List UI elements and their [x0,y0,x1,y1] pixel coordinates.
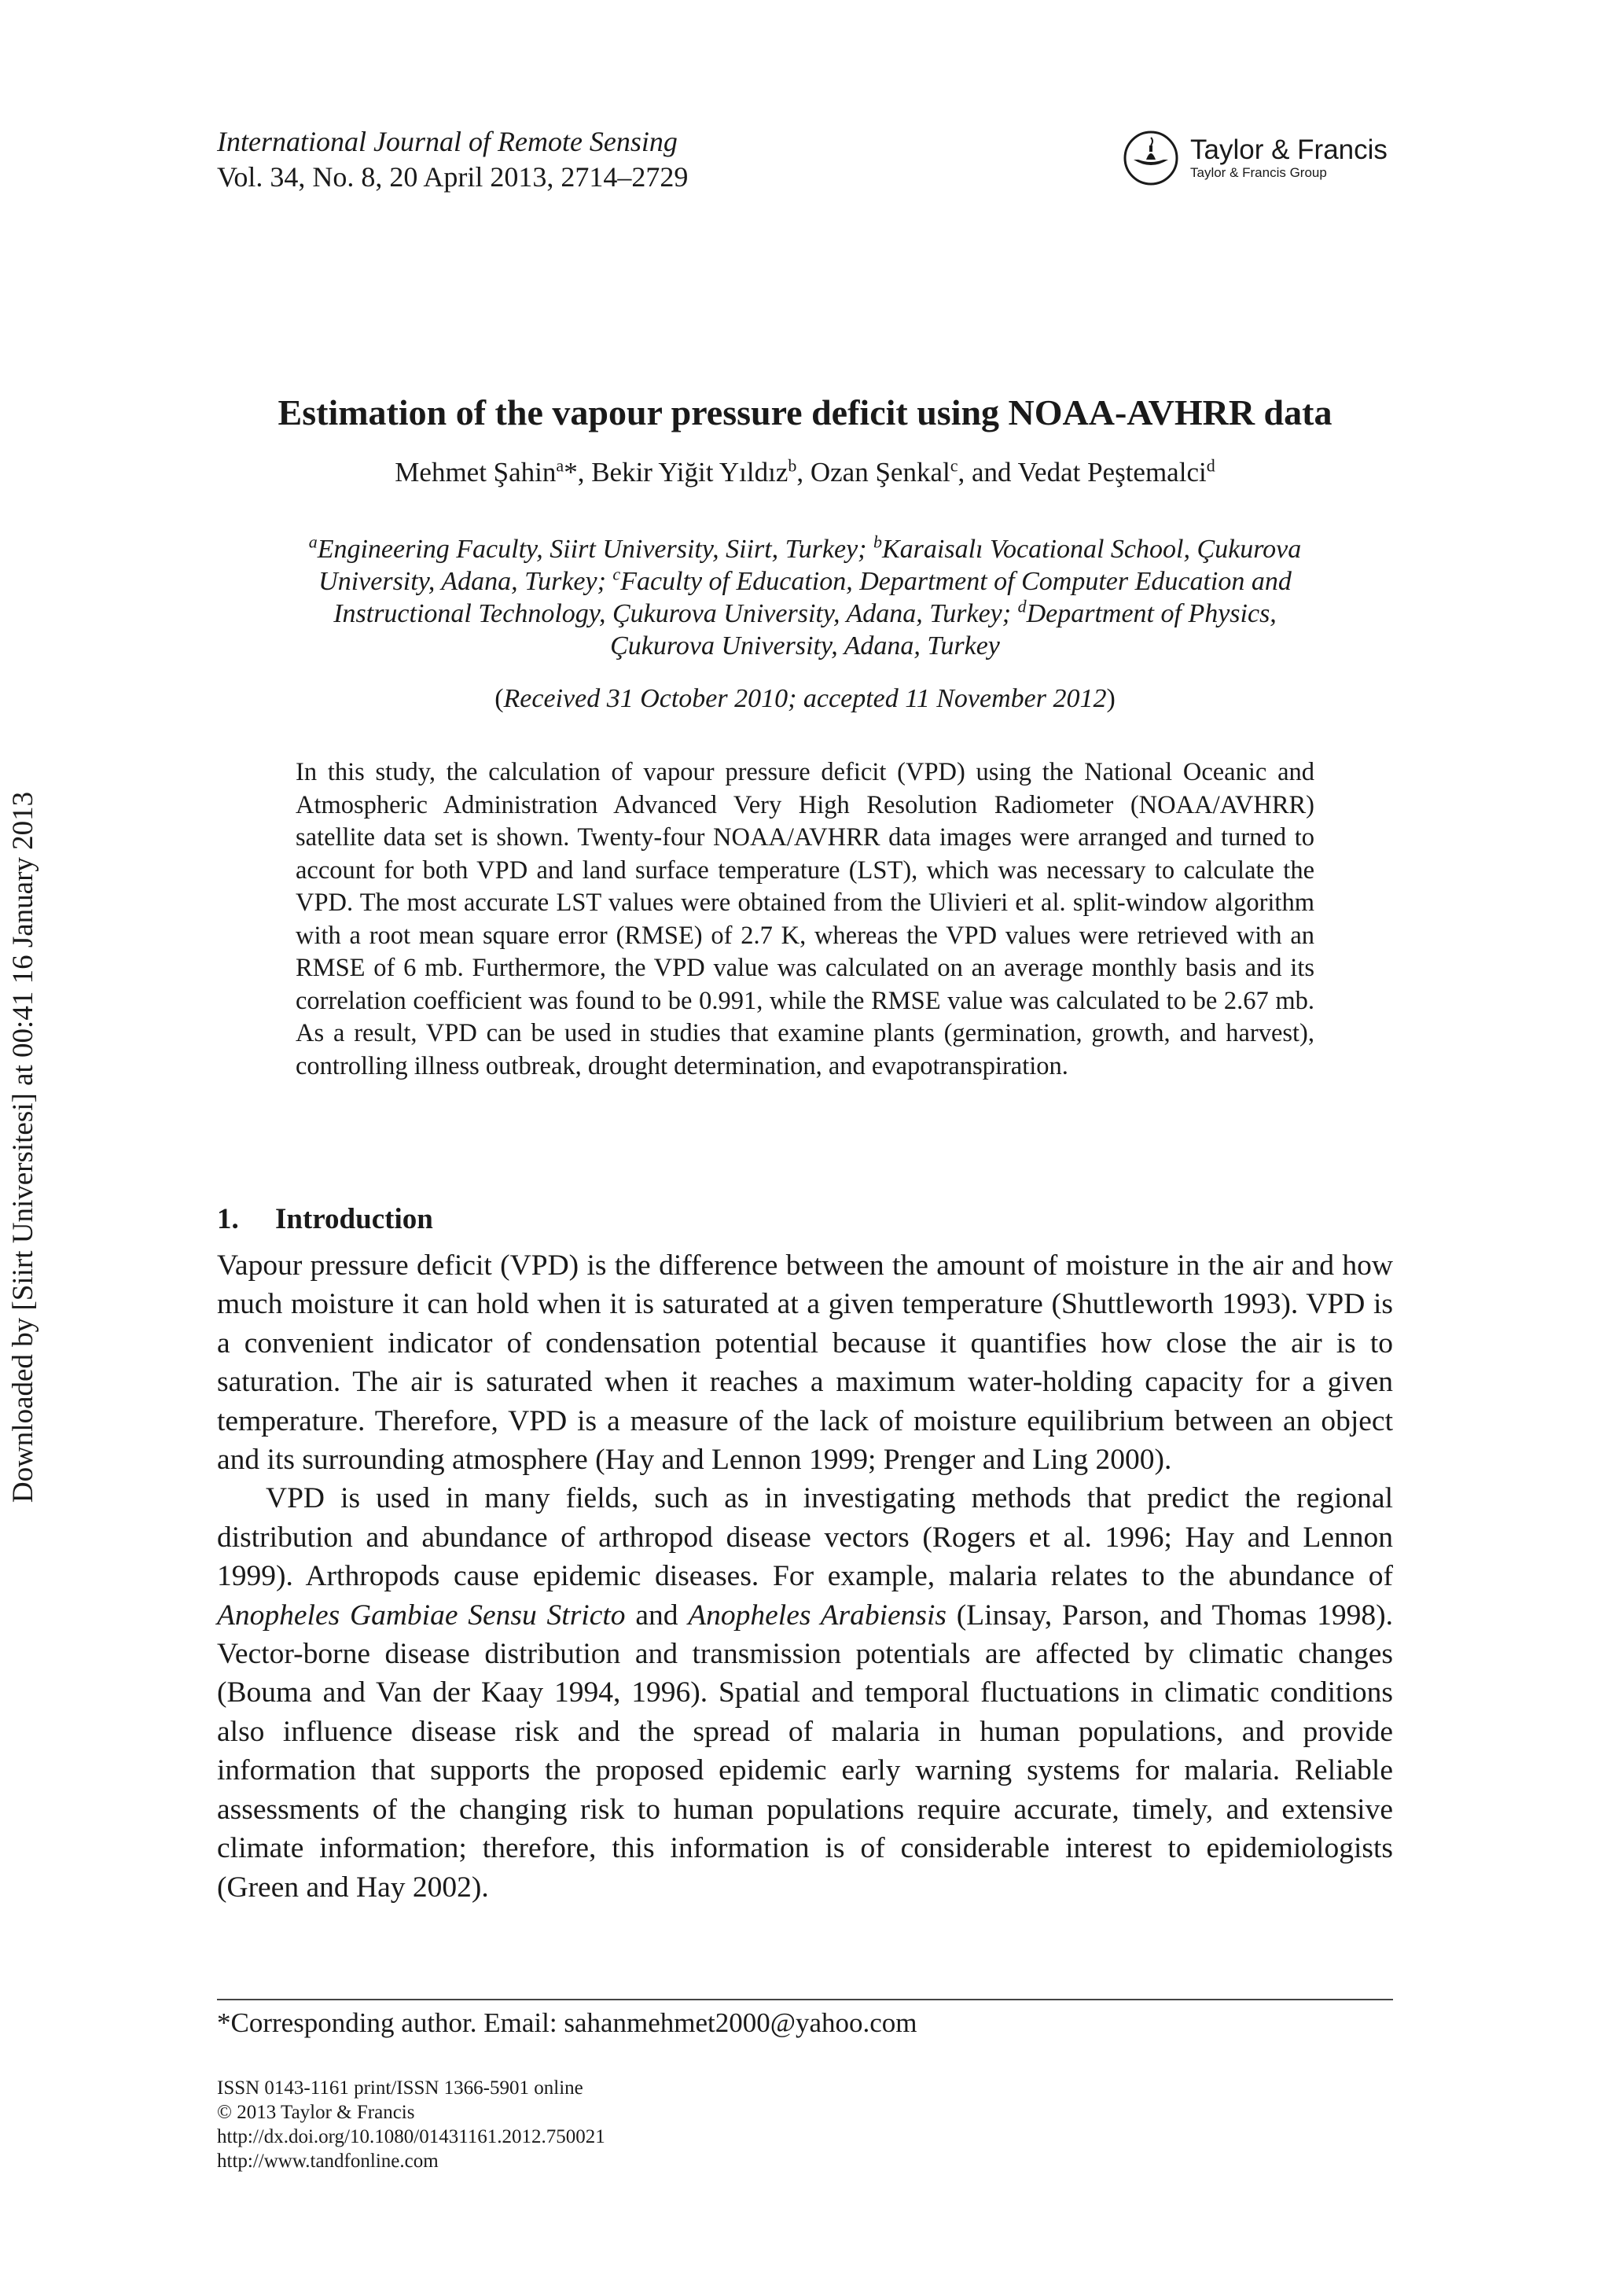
author-name: Bekir Yiğit Yıldız [591,457,788,488]
affiliation-text: University, Adana, Turkey; [318,567,613,596]
doi-link[interactable]: http://dx.doi.org/10.1080/01431161.2012.750021 [217,2126,605,2147]
section-number: 1. [217,1203,239,1235]
received-text: Received 31 October 2010; accepted 11 November 2012 [503,684,1107,713]
affiliation-text: Department of Physics, [1026,599,1277,628]
publisher-group: Taylor & Francis Group [1190,165,1327,180]
taylor-francis-lamp-logo-icon [1123,130,1179,186]
journal-name: International Journal of Remote Sensing [217,126,678,157]
author-list [217,454,1393,491]
publisher-name: Taylor & Francis [1190,134,1388,165]
copyright-line: © 2013 Taylor & Francis [217,2102,415,2123]
affiliation-line: Çukurova University, Adana, Turkey [610,631,1000,660]
author-name: Mehmet Şahin [395,457,557,488]
affiliation-mark: a [308,532,318,552]
paragraph: Vapour pressure deficit (VPD) is the difference between the amount of moisture in the air and how much moisture it can hold when it is saturated at a given temperature (Shuttleworth 1993). VPD is a convenient indicator of condensation potential because it quantifies how close the air is to saturation. The air is saturated when it reaches a maximum water-holding capacity for a given temperature. Therefore, VPD is a measure of the lack of moisture equilibrium between an object and its surrounding atmosphere (Hay and Lennon 1999; Prenger and Ling 2000). [217,1249,1393,1477]
paragraph-text: (Linsay, Parson, and Thomas 1998). Vector-borne disease distribution and transmission potentials are affected by climatic changes (Bouma and Van der Kaay 1994, 1996). Spatial and temporal fluctuations in climatic conditions also influence disease risk and the spread of malaria in human populations, and provide information that supports the proposed epidemic early warning systems for malaria. Reliable assessments of the changing risk to human populations require accurate, timely, and extensive climate information; therefore, this information is of considerable interest to epidemiologists (Green and Hay 2002). [217,1599,1393,1904]
affiliation-text: Faculty of Education, Department of Computer Education and [620,567,1292,596]
author-affiliation-mark: a [556,455,564,476]
publisher-logo [1123,130,1388,186]
author-name: Vedat Peştemalci [1017,457,1207,488]
author-affiliation-mark: b [788,455,797,476]
footnote-divider [217,1999,1393,2000]
received-open-paren: ( [494,684,504,713]
affiliation-text: Instructional Technology, Çukurova University, Adana, Turkey; [333,599,1018,628]
paragraph-text: and [625,1599,689,1632]
received-dates [217,682,1393,716]
affiliation-mark: b [873,532,882,552]
affiliation-mark: d [1017,596,1027,616]
body-text [217,1246,1393,1907]
author-separator: , and [958,457,1018,488]
article-title: Estimation of the vapour pressure deficit using NOAA-AVHRR data [278,392,1332,432]
species-name: Anopheles Arabiensis [688,1599,947,1632]
abstract: In this study, the calculation of vapour pressure deficit (VPD) using the National Oceanic and Atmospheric Administration Advanced Very High Resolution Radiometer (NOAA/AVHRR) satellite data set is shown. Twenty-four NOAA/AVHRR data images were arranged and turned to account for both VPD and land surface temperature (LST), which was necessary to calculate the VPD. The most accurate LST values were obtained from the Ulivieri et al. split-window algorithm with a root mean square error (RMSE) of 2.7 K, whereas the VPD values were retrieved with an RMSE of 6 mb. Furthermore, the VPD value was calculated on an average monthly basis and its correlation coefficient was found to be 0.991, while the RMSE value was calculated to be 2.67 mb. As a result, VPD can be used in studies that examine plants (germination, growth, and harvest), controlling illness outbreak, drought determination, and evapotranspiration. [296,758,1314,1080]
section-title: Introduction [275,1203,433,1235]
received-close-paren: ) [1106,684,1116,713]
corresponding-author-footnote: *Corresponding author. Email: sahanmehmet2000@yahoo.com [217,2007,917,2038]
author-name: Ozan Şenkal [810,457,950,488]
download-watermark [6,754,41,1540]
paragraph [217,1479,1393,1906]
affiliation-line [236,533,1374,565]
journal-issue: Vol. 34, No. 8, 20 April 2013, 2714–2729 [217,161,689,193]
author-separator: , [796,457,811,488]
section-heading [217,1201,433,1238]
download-watermark-text: Downloaded by [Siirt Universitesi] at 00:41 16 January 2013 [7,791,39,1503]
journal-header [217,124,688,195]
author-affiliation-mark: d [1206,455,1215,476]
affiliation-line [236,598,1374,630]
affiliation-line [236,565,1374,598]
issn-line: ISSN 0143-1161 print/ISSN 1366-5901 online [217,2077,583,2099]
author-affiliation-mark: c [950,455,958,476]
affiliation-text: Engineering Faculty, Siirt University, Siirt, Turkey; [317,535,873,564]
paragraph-text: VPD is used in many fields, such as in investigating methods that predict the regional distribution and abundance of arthropod disease vectors (Rogers et al. 1996; Hay and Lennon 1999). Arthropods cause epidemic diseases. For example, malaria relates to the abundance of [217,1482,1393,1593]
issn-block [217,2076,605,2173]
species-name: Anopheles Gambiae Sensu Stricto [217,1599,626,1632]
author-separator: *, [564,457,592,488]
publisher-url-link[interactable]: http://www.tandfonline.com [217,2151,439,2172]
affiliation-mark: c [612,564,621,584]
affiliations [236,533,1374,662]
affiliation-text: Karaisalı Vocational School, Çukurova [882,535,1302,564]
